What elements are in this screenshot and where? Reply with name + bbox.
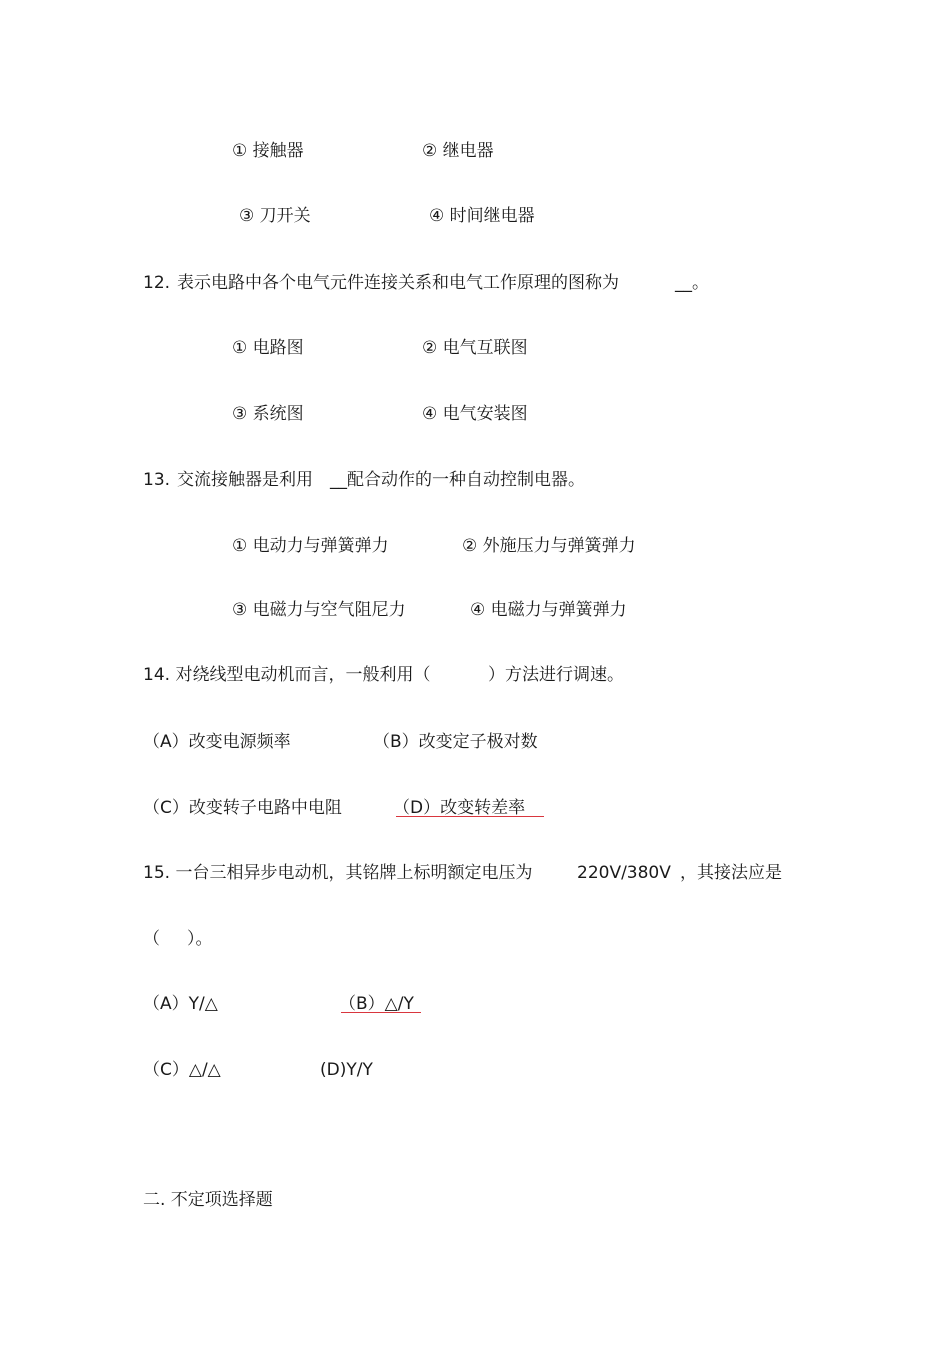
q13-stem-end: __配合动作的一种自动控制电器。 (330, 470, 585, 490)
q12-number: 12. (143, 273, 171, 293)
section-2-heading: 二. 不定项选择题 (143, 1190, 273, 1210)
q15-answer-underline (341, 1012, 421, 1013)
q14-option-d: （D）改变转差率 (393, 798, 526, 818)
q14-option-b: （B）改变定子极对数 (373, 732, 538, 752)
q13-stem-start: 交流接触器是利用 (177, 470, 313, 490)
q11-option-1: ① 接触器 (232, 141, 304, 161)
q15-option-a: （A）Y/△ (143, 994, 218, 1014)
q12-blank: __。 (675, 273, 709, 293)
q12-stem: 表示电路中各个电气元件连接关系和电气工作原理的图称为 (177, 273, 619, 293)
q11-option-3: ③ 刀开关 (239, 206, 311, 226)
q15-option-b: （B）△/Y (339, 994, 414, 1014)
q14-option-c: （C）改变转子电路中电阻 (143, 798, 342, 818)
q15-rated-voltage: 220V/380V (577, 863, 671, 883)
q14-answer-underline (396, 816, 544, 817)
q12-option-4: ④ 电气安装图 (422, 404, 528, 424)
q12-option-1: ① 电路图 (232, 338, 304, 358)
q13-option-1: ① 电动力与弹簧弹力 (232, 536, 389, 556)
q11-option-2: ② 继电器 (422, 141, 494, 161)
q13-option-2: ② 外施压力与弹簧弹力 (462, 536, 636, 556)
q12-option-3: ③ 系统图 (232, 404, 304, 424)
q15-paren-close: ）。 (187, 929, 213, 949)
q15-option-c: （C）△/△ (143, 1060, 221, 1080)
q15-stem-start: 15. 一台三相异步电动机，其铭牌上标明额定电压为 (143, 863, 533, 883)
q14-stem-start: 14. 对绕线型电动机而言，一般利用（ (143, 665, 431, 685)
q15-paren-open: （ (143, 929, 160, 949)
q15-stem-end: ，其接法应是 (680, 863, 782, 883)
q15-option-d: (D)Y/Y (320, 1060, 373, 1080)
q13-number: 13. (143, 470, 171, 490)
q13-option-3: ③ 电磁力与空气阻尼力 (232, 600, 406, 620)
q13-option-4: ④ 电磁力与弹簧弹力 (470, 600, 627, 620)
q14-stem-end: ）方法进行调速。 (488, 665, 624, 685)
q12-option-2: ② 电气互联图 (422, 338, 528, 358)
q11-option-4: ④ 时间继电器 (429, 206, 535, 226)
q14-option-a: （A）改变电源频率 (143, 732, 291, 752)
